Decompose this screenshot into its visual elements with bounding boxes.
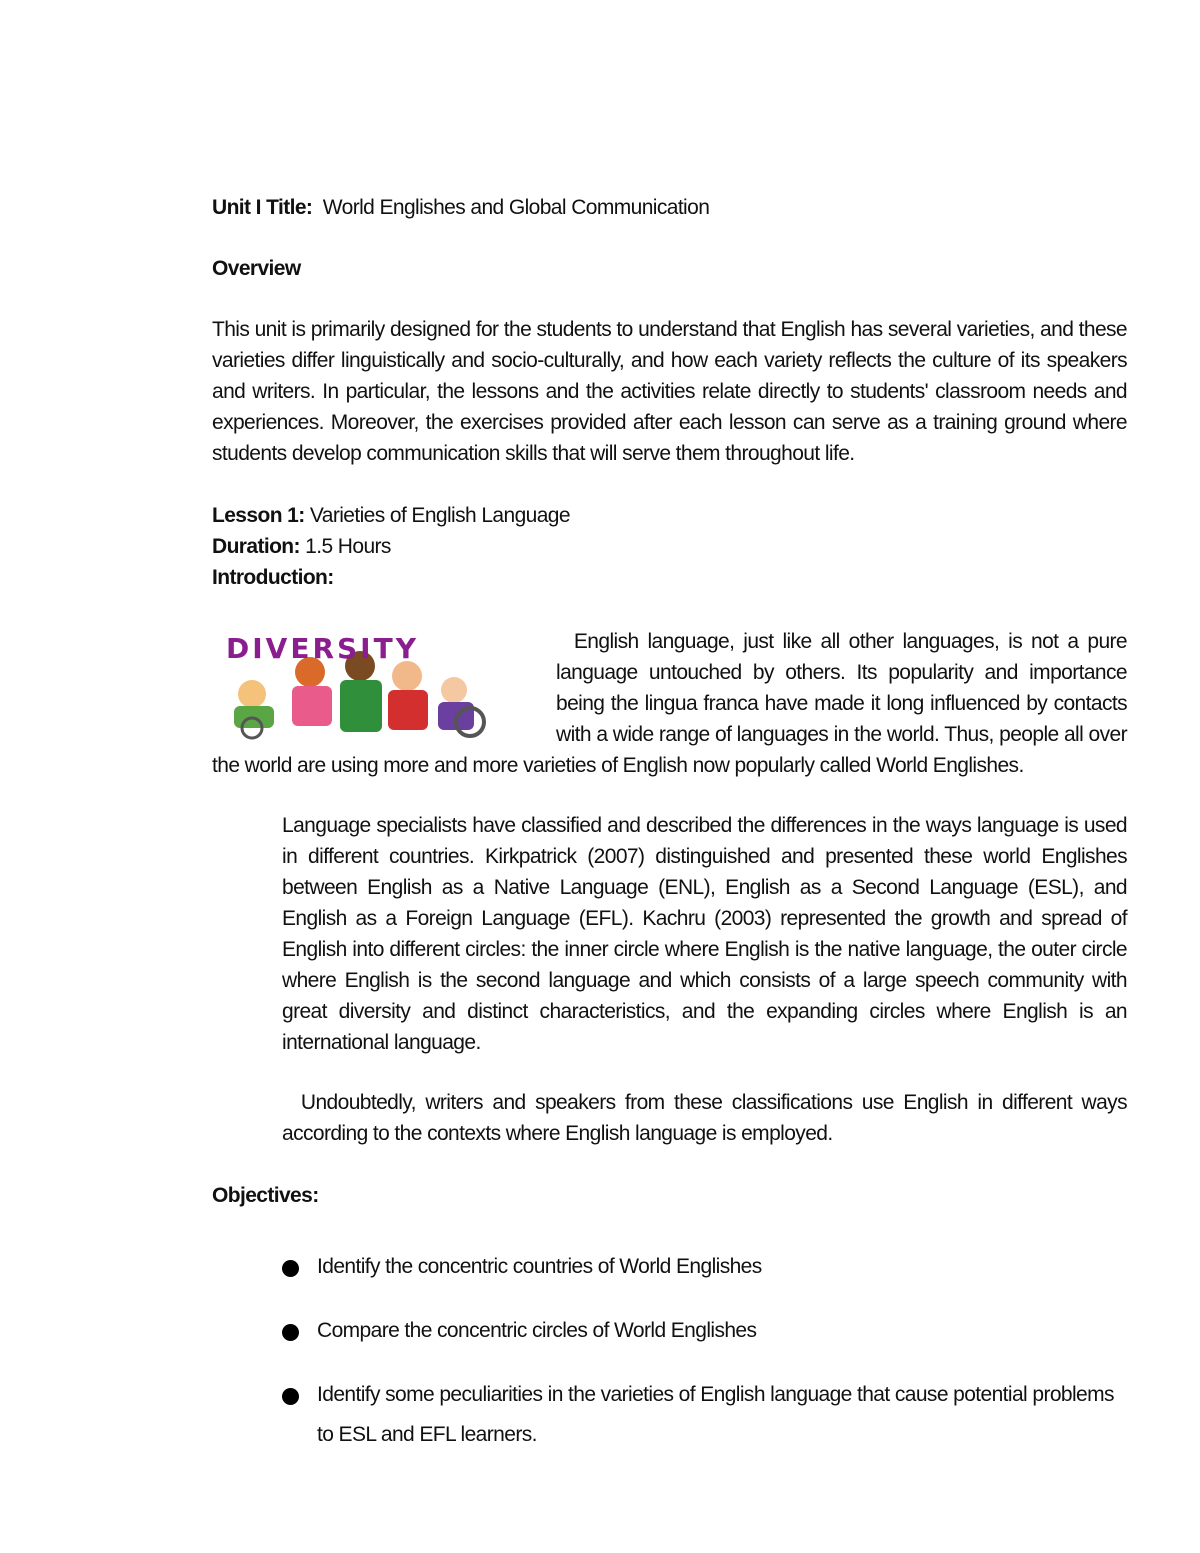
document-page xyxy=(212,192,1127,1479)
introduction-paragraph-1: English language, just like all other languages, is not a pure language untouched by others. Its popularity and importance being the lingua franca have made it long influenced by contacts with a wide range of languages in the world. Thus, people all over the world are using more and more varieties of English now popularly called World Englishes. xyxy=(212,630,1127,777)
bullet-icon xyxy=(282,1388,299,1405)
objective-item: Identify some peculiarities in the varieties of English language that cause potential problems to ESL and EFL learners. xyxy=(282,1375,1127,1455)
objective-item: Identify the concentric countries of World Englishes xyxy=(282,1247,1127,1287)
duration-value: 1.5 Hours xyxy=(305,535,391,558)
overview-heading: Overview xyxy=(212,257,301,280)
duration-line xyxy=(212,531,1127,562)
introduction-heading: Introduction: xyxy=(212,566,334,589)
unit-title-text: World Englishes and Global Communication xyxy=(322,196,710,219)
unit-title-label: Unit I Title: xyxy=(212,196,313,219)
objectives-heading: Objectives: xyxy=(212,1184,319,1207)
lesson-title: Varieties of English Language xyxy=(309,504,570,527)
introduction-section xyxy=(212,626,1127,781)
diversity-banner-text: DIVERSITY xyxy=(226,632,419,665)
diversity-image xyxy=(212,632,542,742)
introduction-paragraph-3: Undoubtedly, writers and speakers from these classifications use English in different ways according to the contexts where English language is employed. xyxy=(282,1091,1127,1145)
lesson-title-line xyxy=(212,500,1127,531)
introduction-paragraph-2: Language specialists have classified and described the differences in the ways language is used in different countries. Kirkpatrick (2007) distinguished and presented these world Englishes between English as a Native Language (ENL), English as a Second Language (ESL), and English as a Foreign Language (EFL). Kachru (2003) represented the growth and spread of English into different circles: the inner circle where English is the native language, the outer circle where English is the second language and which consists of a large speech community with great diversity and distinct characteristics, and the expanding circles where English is an international language. xyxy=(282,814,1127,1054)
bullet-icon xyxy=(282,1324,299,1341)
duration-label: Duration: xyxy=(212,535,300,558)
bullet-icon xyxy=(282,1260,299,1277)
unit-title-line xyxy=(212,192,1127,223)
objectives-list xyxy=(212,1247,1127,1455)
diversity-children-illustration-icon xyxy=(212,632,542,742)
overview-paragraph: This unit is primarily designed for the students to understand that English has several varieties, and these varieties differ linguistically and socio-culturally, and how each variety reflects the culture of its speakers and writers. In particular, the lessons and the activities relate directly to students' classroom needs and experiences. Moreover, the exercises provided after each lesson can serve as a training ground where students develop communication skills that will serve them throughout life. xyxy=(212,318,1127,465)
lesson-label: Lesson 1: xyxy=(212,504,305,527)
objective-item: Compare the concentric circles of World Englishes xyxy=(282,1311,1127,1351)
